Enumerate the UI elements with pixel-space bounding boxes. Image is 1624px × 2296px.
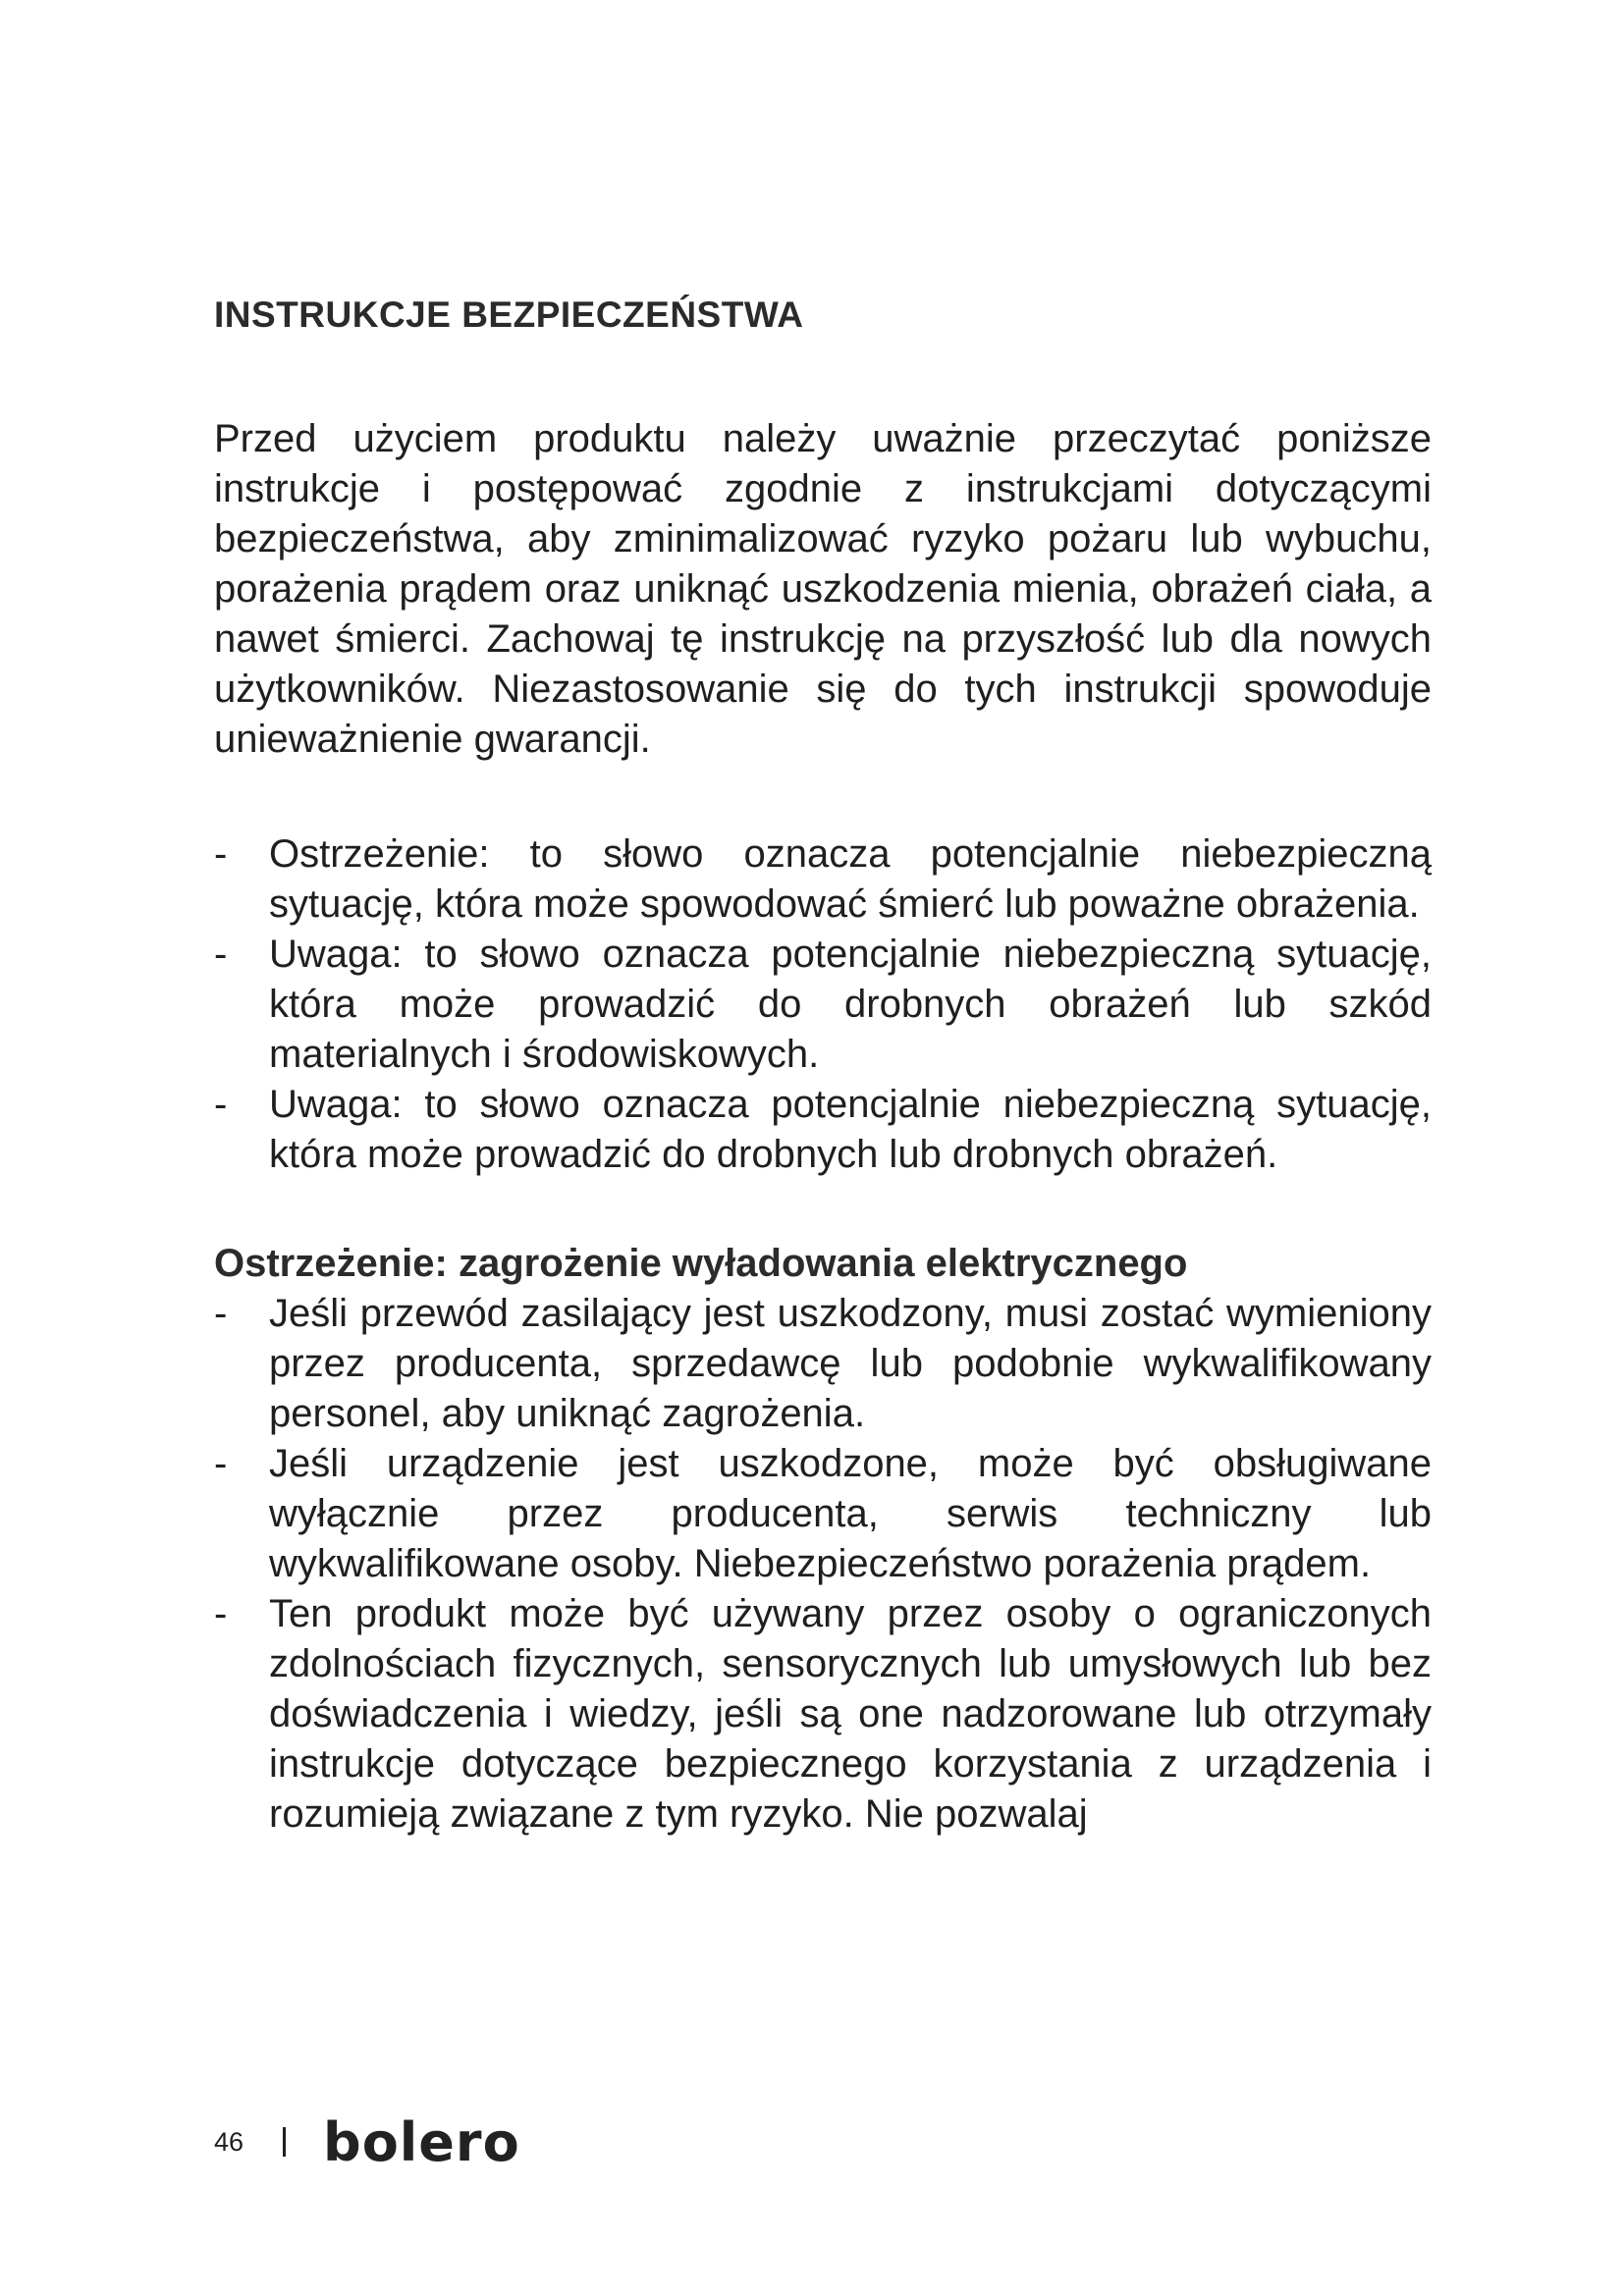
- list-item-text: Ostrzeżenie: to słowo oznacza potencjalnie niebezpieczną sytuację, która może spowodować śmierć lub poważne obrażenia.: [269, 832, 1432, 926]
- list-item-text: Jeśli urządzenie jest uszkodzone, może być obsługiwane wyłącznie przez producenta, serwis techniczny lub wykwalifikowane osoby. Niebezpieczeństwo porażenia prądem.: [269, 1442, 1432, 1585]
- dash-bullet: -: [214, 1442, 228, 1485]
- list-item-text: Uwaga: to słowo oznacza potencjalnie niebezpieczną sytuację, która może prowadzić do drobnych obrażeń lub szkód materialnych i środowiskowych.: [269, 933, 1432, 1076]
- section-title: INSTRUKCJE BEZPIECZEŃSTWA: [214, 294, 804, 335]
- page-content: [214, 294, 1432, 1840]
- list-item: [214, 1080, 1432, 1180]
- dash-bullet: -: [214, 933, 228, 976]
- shock-warning-heading: Ostrzeżenie: zagrożenie wyładowania elektrycznego: [214, 1242, 1188, 1285]
- page-number: 46: [214, 2126, 244, 2157]
- list-item: [214, 1589, 1432, 1840]
- page-footer: [214, 2110, 520, 2173]
- list-item: [214, 829, 1432, 930]
- dash-bullet: -: [214, 1083, 228, 1126]
- list-item-text: Uwaga: to słowo oznacza potencjalnie niebezpieczną sytuację, która może prowadzić do drobnych lub drobnych obrażeń.: [269, 1083, 1432, 1176]
- dash-bullet: -: [214, 1592, 228, 1635]
- dash-bullet: -: [214, 832, 228, 876]
- intro-paragraph: Przed użyciem produktu należy uważnie przeczytać poniższe instrukcje i postępować zgodnie z instrukcjami dotyczącymi bezpieczeństwa, aby zminimalizować ryzyko pożaru lub wybuchu, porażenia prądem oraz uniknąć uszkodzenia mienia, obrażeń ciała, a nawet śmierci. Zachowaj tę instrukcję na przyszłość lub dla nowych użytkowników. Niezastosowanie się do tych instrukcji spowoduje unieważnienie gwarancji.: [214, 417, 1432, 761]
- list-item: [214, 930, 1432, 1080]
- list-item-text: Ten produkt może być używany przez osoby o ograniczonych zdolnościach fizycznych, sensorycznych lub umysłowych lub bez doświadczenia i wiedzy, jeśli są one nadzorowane lub otrzymały instrukcje dotyczące bezpiecznego korzystania z urządzenia i rozumieją związane z tym ryzyko. Nie pozwalaj: [269, 1592, 1432, 1836]
- list-item: [214, 1289, 1432, 1439]
- warning-definitions-list: [214, 829, 1432, 1180]
- list-item: [214, 1439, 1432, 1589]
- brand-logo: bolero: [323, 2110, 520, 2173]
- dash-bullet: -: [214, 1292, 228, 1335]
- footer-divider: [283, 2127, 286, 2157]
- list-item-text: Jeśli przewód zasilający jest uszkodzony, musi zostać wymieniony przez producenta, sprzedawcę lub podobnie wykwalifikowany personel, aby uniknąć zagrożenia.: [269, 1292, 1432, 1435]
- shock-warning-list: [214, 1289, 1432, 1840]
